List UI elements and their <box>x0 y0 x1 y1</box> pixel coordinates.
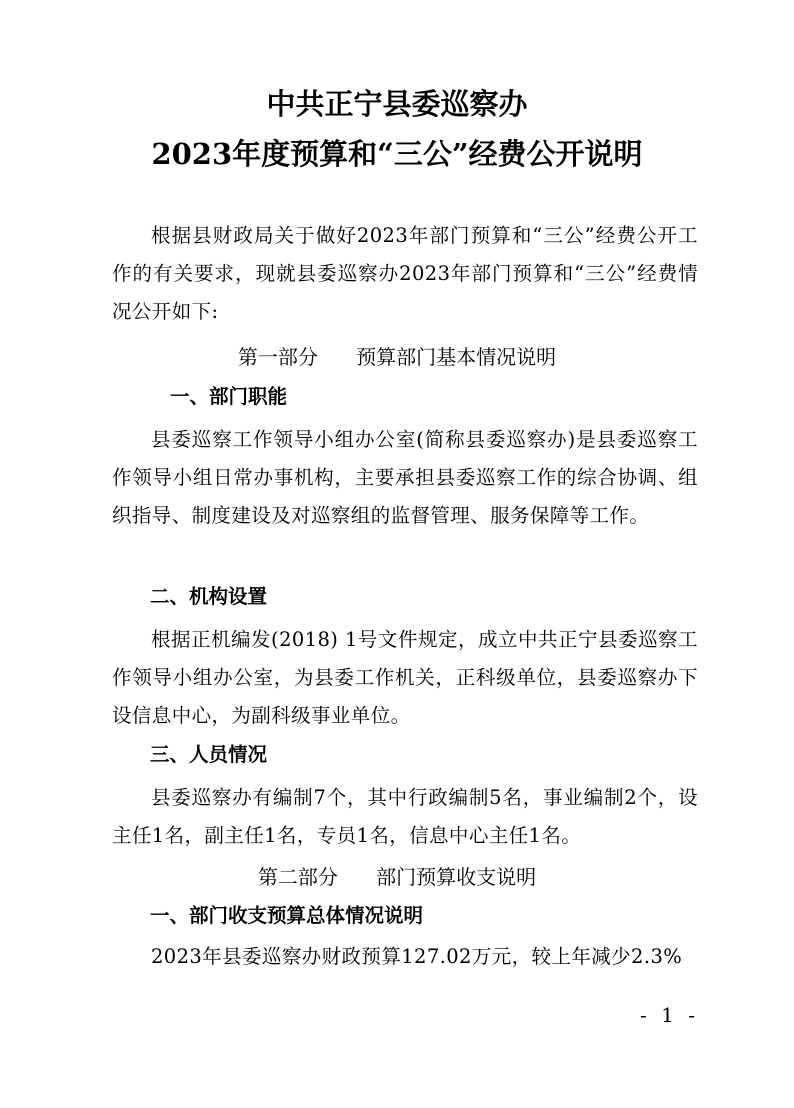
intro-paragraph: 根据县财政局关于做好2023年部门预算和“三公”经费公开工作的有关要求，现就县委巡察办2023年部门预算和“三公”经费情况公开如下: <box>112 224 698 323</box>
section1-paragraph: 县委巡察工作领导小组办公室(简称县委巡察办)是县委巡察工作领导小组日常办事机构，主要承担县委巡察工作的综合协调、组织指导、制度建设及对巡察组的监督管理、服务保障等工作。 <box>112 428 698 527</box>
section2-paragraph: 根据正机编发(2018) 1号文件规定，成立中共正宁县委巡察工作领导小组办公室，为县委工作机关，正科级单位，县委巡察办下设信息中心，为副科级事业单位。 <box>112 628 698 727</box>
section3-paragraph: 县委巡察办有编制7个，其中行政编制5名，事业编制2个，设主任1名，副主任1名，专员1名，信息中心主任1名。 <box>112 786 698 847</box>
section1-heading: 一、部门职能 <box>170 385 288 408</box>
document-title-line1: 中共正宁县委巡察办 <box>266 87 528 121</box>
document-title-line2: 2023年度预算和“三公”经费公开说明 <box>151 137 643 171</box>
part2-title: 第二部分 部门预算收支说明 <box>257 865 537 889</box>
section2-heading: 二、机构设置 <box>150 585 268 608</box>
part1-title: 第一部分 预算部门基本情况说明 <box>237 345 557 369</box>
part2-section1-paragraph: 2023年县委巡察办财政预算127.02万元，较上年减少2.3% <box>151 945 683 968</box>
page-number: - 1 - <box>640 1003 699 1027</box>
section3-heading: 三、人员情况 <box>150 743 268 766</box>
part2-section1-heading: 一、部门收支预算总体情况说明 <box>150 904 424 927</box>
